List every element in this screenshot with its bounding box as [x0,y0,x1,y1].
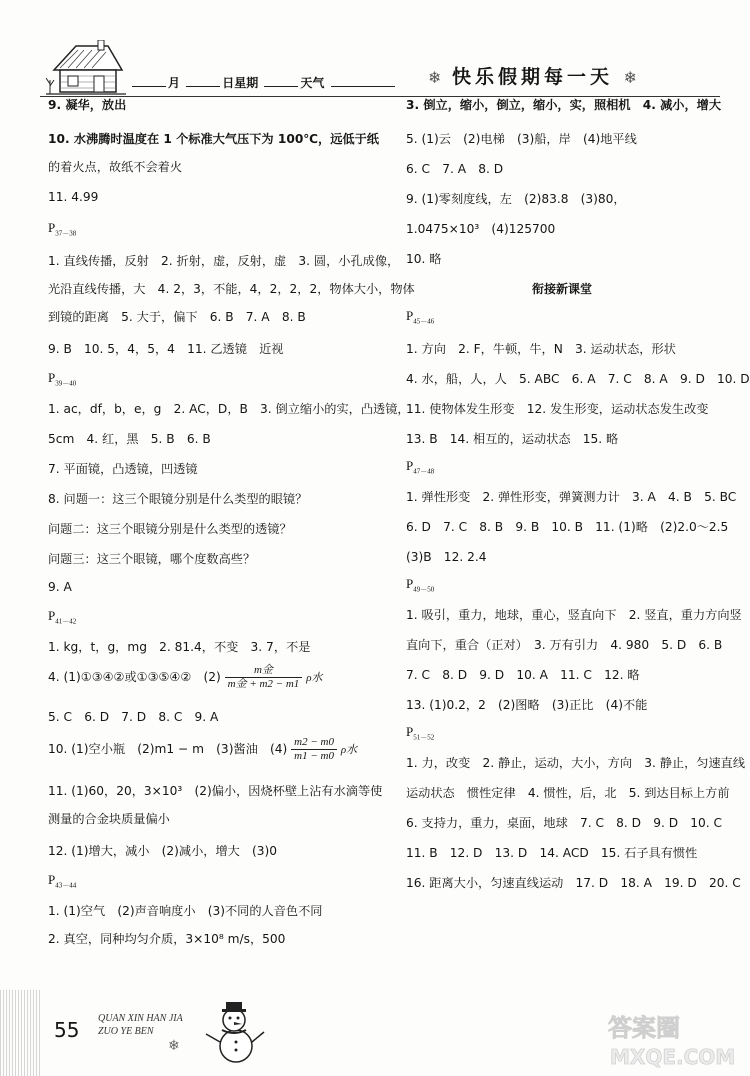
answer-line: 9. 凝华，放出 [48,98,127,112]
answer-line: 16. 距离大小，匀速直线运动 17. D 18. A 19. D 20. C [406,876,741,890]
answer-line: 1. kg，t，g，mg 2. 81.4，不变 3. 7，不是 [48,640,311,654]
answer-line: 11. 使物体发生形变 12. 发生形变，运动状态发生改变 [406,402,709,416]
answer-line: 1. 直线传播，反射 2. 折射，虚，反射，虚 3. 圆，小孔成像， [48,254,400,268]
svg-text:MXQE.COM: MXQE.COM [610,1045,736,1069]
page-footer [0,990,750,1076]
month-label: 月 [168,76,181,90]
answer-line: 3. 倒立，缩小，倒立，缩小，实，照相机 4. 减小，增大 [406,98,722,112]
answer-line: 5cm 4. 红，黑 5. B 6. B [48,432,211,446]
answer-line: 6. 支持力，重力，桌面，地球 7. C 8. D 9. D 10. C [406,816,723,830]
answer-line: 7. C 8. D 9. D 10. A 11. C 12. 略 [406,668,640,682]
answer-line: 11. 4.99 [48,190,99,204]
page-header [40,40,720,100]
answer-line: 7. 平面镜，凸透镜，凹透镜 [48,462,198,476]
answer-line: 1. ac，df，b，e，g 2. AC，D，B 3. 倒立缩小的实，凸透镜， [48,402,410,416]
weekday-blank [264,86,298,87]
answer-line: 6. D 7. C 8. B 9. B 10. B 11. (1)略 (2)2.0～2.5 [406,520,729,534]
page-range-label: $P_{49-50}$ [406,576,435,594]
answer-line: 5. (1)云 (2)电梯 (3)船，岸 (4)地平线 [406,132,637,146]
answer-line: 13. B 14. 相互的，运动状态 15. 略 [406,432,619,446]
answer-line: 1. (1)空气 (2)声音响度小 (3)不同的人音色不同 [48,904,323,918]
answer-line: 到镜的距离 5. 大于，偏下 6. B 7. A 8. B [48,310,306,324]
page-range-label: $P_{45-46}$ [406,308,435,326]
snowman-icon [200,998,270,1068]
answer-line: 9. B 10. 5，4，5，4 11. 乙透镜 近视 [48,342,284,356]
answer-line: 10. 水沸腾时温度在 1 个标准大气压下为 100℃，远低于纸 [48,132,379,146]
answer-line: 1. 方向 2. F，牛顿，牛，N 3. 运动状态，形状 [406,342,676,356]
section-title: 衔接新课堂 [532,282,593,296]
month-blank [132,86,166,87]
brand-text: QUAN XIN HAN JIA ZUO YE BEN [98,1013,183,1037]
weather-blank [331,86,395,87]
answer-line: 12. (1)增大，减小 (2)减小，增大 (3)0 [48,844,278,858]
day-blank [186,86,220,87]
decorative-stripe [0,990,42,1076]
snowflake-icon: ❄ [428,68,442,87]
answer-line: 光沿直线传播，大 4. 2，3，不能，4，2，2，2，物体大小，物体 [48,282,415,296]
answer-line: 6. C 7. A 8. D [406,162,504,176]
page-range-label: $P_{37-38}$ [48,220,77,238]
snowflake-icon: ❄ [623,68,638,87]
answer-line: 1. 吸引，重力，地球，重心，竖直向下 2. 竖直，重力方向竖 [406,608,742,622]
page-number: 55 [54,1018,80,1042]
answer-line: 8. 问题一：这三个眼镜分别是什么类型的眼镜？ [48,492,308,506]
answer-line: 9. (1)零刻度线，左 (2)83.8 (3)80， [406,192,626,206]
answer-line: 问题二：这三个眼镜分别是什么类型的透镜？ [48,522,292,536]
answer-line: 11. (1)60，20，3×10³ (2)偏小，因烧杯壁上沾有水滴等使 [48,784,383,798]
answer-line: 11. B 12. D 13. D 14. ACD 15. 石子具有惯性 [406,846,698,860]
weekday-label: 星期 [234,76,259,90]
fraction: $\frac{\text{m金}}{\text{m金 + m2 − m1}}$ [225,664,303,691]
snowflake-icon: ❄ [168,1038,180,1054]
answer-line: 9. A [48,580,72,594]
answer-line-fraction: 10. (1)空小瓶 (2)m1 − m (3)酱油 (4) $\frac{m2 - m0}{m1 - m0}$ ρ水 [48,736,358,762]
answer-line-fraction: 4. (1)①③④②或①③⑤④② (2) $\frac{\text{m金}}{\text{m金 + m2 − m1}}$ ρ水 [48,664,323,690]
page-range-label: $P_{47-48}$ [406,458,435,476]
answer-line: 13. (1)0.2，2 (2)图略 (3)正比 (4)不能 [406,698,648,712]
answer-line: (3)B 12. 2.4 [406,550,487,564]
banner-title [428,62,637,89]
day-label: 日 [222,76,235,90]
fraction: $\frac{m2 - m0}{m1 - m0}$ [291,736,337,763]
date-fields [130,74,397,91]
answer-line: 10. 略 [406,252,442,266]
answer-line: 运动状态 惯性定律 4. 惯性，后，北 5. 到达目标上方前 [406,786,730,800]
svg-text:答案圈: 答案圈 [608,1014,680,1042]
answer-line: 4. 水，船，人，人 5. ABC 6. A 7. C 8. A 9. D 10. D [406,372,750,386]
banner-text: 快乐假期每一天 [452,66,614,88]
page-range-label: $P_{41-42}$ [48,608,77,626]
page-range-label: $P_{43-44}$ [48,872,77,890]
answer-line: 2. 真空，同种均匀介质，3×10⁸ m/s，500 [48,932,286,946]
page-range-label: $P_{39-40}$ [48,370,77,388]
answer-line: 测量的合金块质量偏小 [48,812,170,826]
answer-line: 1. 弹性形变 2. 弹性形变，弹簧测力计 3. A 4. B 5. BC [406,490,737,504]
watermark-logo [600,1010,740,1072]
weather-label: 天气 [300,76,325,90]
answer-line: 5. C 6. D 7. D 8. C 9. A [48,710,219,724]
snowy-house-icon [46,40,126,96]
page-range-label: $P_{51-52}$ [406,724,435,742]
answer-line: 直向下，重合（正对） 3. 万有引力 4. 980 5. D 6. B [406,638,723,652]
answer-line: 1. 力，改变 2. 静止，运动，大小，方向 3. 静止，匀速直线 [406,756,746,770]
answer-line: 的着火点，故纸不会着火 [48,160,183,174]
answer-line: 1.0475×10³ (4)125700 [406,222,556,236]
answer-line: 问题三：这三个眼镜，哪个度数高些？ [48,552,256,566]
